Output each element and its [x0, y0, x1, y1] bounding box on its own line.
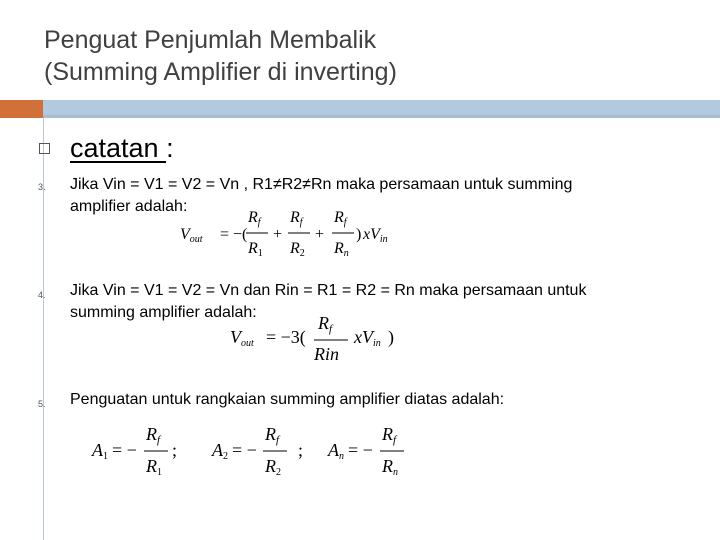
svg-text:R2: R2 [265, 456, 281, 478]
item-3-line-1: Jika Vin = V1 = V2 = Vn , R1≠R2≠Rn maka persamaan untuk summing [70, 176, 573, 193]
svg-text:Rin: Rin [314, 344, 339, 364]
equation-vout-sum-svg [180, 206, 410, 264]
svg-text:Rf: Rf [290, 209, 303, 228]
svg-text:R1: R1 [146, 456, 162, 478]
equation-vout-rin [230, 310, 400, 373]
svg-text:): ) [388, 327, 394, 347]
svg-text:Rf: Rf [382, 424, 397, 446]
svg-text:Vout: Vout [180, 226, 203, 245]
heading-text: catatan [70, 133, 167, 163]
svg-text:Rf: Rf [318, 313, 333, 335]
equation-vout-rin-svg [230, 310, 400, 368]
svg-text:= −: = − [112, 440, 137, 460]
item-number-3: 3. [38, 182, 46, 192]
item-5-line-1: Penguatan untuk rangkaian summing amplifier diatas adalah: [70, 391, 505, 408]
item-5-text [70, 389, 690, 411]
svg-text:= −: = − [232, 440, 257, 460]
svg-text:Rf: Rf [146, 424, 161, 446]
slide-title [44, 24, 684, 88]
equation-gains-svg [92, 422, 422, 482]
svg-text:= −3(: = −3( [266, 327, 306, 347]
title-line-2: (Summing Amplifier di inverting) [44, 58, 397, 86]
square-bullet-icon [39, 143, 50, 154]
svg-text:= −(: = −( [220, 226, 248, 243]
item-number-4: 4. [38, 290, 46, 300]
equation-gains [92, 422, 422, 487]
svg-text:xVin: xVin [363, 226, 388, 245]
svg-text:Rn: Rn [382, 456, 398, 478]
svg-text:;: ; [298, 440, 304, 460]
svg-text:= −: = − [348, 440, 373, 460]
svg-text:Rf: Rf [248, 209, 261, 228]
svg-text:;: ; [172, 440, 178, 460]
item-3-line-2: amplifier adalah: [70, 198, 188, 215]
svg-text:An: An [328, 440, 344, 462]
title-line-1: Penguat Penjumlah Membalik [44, 26, 377, 54]
item-number-5: 5. [38, 399, 46, 409]
svg-text:R1: R1 [248, 240, 263, 259]
accent-bar [0, 100, 43, 118]
equation-vout-sum [180, 206, 410, 269]
svg-text:Rf: Rf [265, 424, 280, 446]
svg-text:R2: R2 [290, 240, 305, 259]
heading-colon: : [166, 133, 174, 163]
svg-text:A1: A1 [92, 440, 108, 462]
svg-text:A2: A2 [212, 440, 228, 462]
svg-text:): ) [356, 226, 362, 243]
svg-text:+: + [273, 226, 283, 243]
section-heading [70, 131, 174, 165]
item-4-line-1: Jika Vin = V1 = V2 = Vn dan Rin = R1 = R2 = Rn maka persamaan untuk [70, 282, 587, 299]
svg-text:+: + [315, 226, 325, 243]
item-4-line-2: summing amplifier adalah: [70, 304, 257, 321]
svg-text:Rf: Rf [334, 209, 347, 228]
svg-text:Rn: Rn [334, 240, 349, 259]
header-bar [43, 100, 720, 118]
svg-text:Vout: Vout [230, 327, 254, 349]
svg-text:xVin: xVin [354, 327, 381, 349]
